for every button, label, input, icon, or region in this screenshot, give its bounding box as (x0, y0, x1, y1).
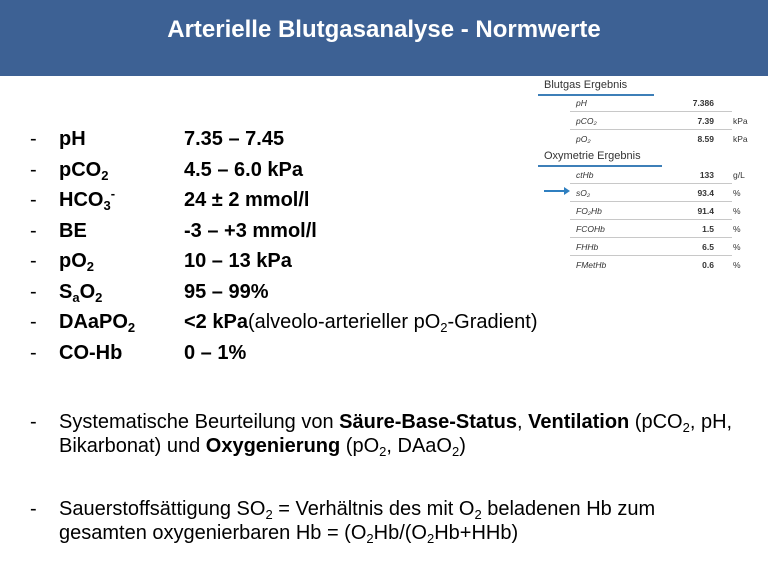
result-value: 7.386 (692, 98, 714, 108)
row-divider (570, 237, 732, 238)
row-divider (570, 183, 732, 184)
result-row (530, 132, 762, 148)
row-divider (570, 111, 732, 112)
result-row (530, 114, 762, 130)
result-row (530, 96, 762, 112)
result-unit: kPa (733, 134, 748, 144)
paragraph-assessment (30, 410, 759, 458)
param-label: $pO_2$ (59, 250, 95, 274)
norm-row-daapo2 (30, 311, 538, 342)
row-divider (570, 255, 732, 256)
param-value: 0 – 1% (184, 341, 247, 364)
paragraph-saturation (30, 497, 739, 545)
norm-row-cohb (30, 342, 538, 373)
norm-row-hco3 (30, 186, 538, 220)
result-row (530, 240, 762, 256)
param-label: DAaPO$_2$ (59, 311, 136, 335)
result-unit: % (733, 242, 741, 252)
param-label: BE (59, 219, 87, 242)
result-label: FO₂Hb (576, 206, 602, 216)
result-label: pO₂ (576, 134, 591, 144)
page-title: Arterielle Blutgasanalyse - Normwerte (167, 16, 601, 43)
result-unit: % (733, 206, 741, 216)
result-unit: % (733, 224, 741, 234)
param-label: CO-Hb (59, 341, 123, 364)
result-value: 1.5 (702, 224, 714, 234)
result-label: FHHb (576, 242, 599, 252)
bullet-dash: - (30, 411, 37, 433)
param-label: $S_aO_2$ (59, 280, 103, 305)
norm-row-pco2 (30, 159, 538, 190)
param-value: 7.35 – 7.45 (184, 128, 285, 150)
title-bar (0, 0, 768, 76)
norm-row-ph (30, 128, 538, 159)
arrow-right-icon (544, 190, 566, 192)
result-value: 133 (699, 170, 714, 180)
bullet-dash: - (30, 498, 37, 520)
section-title-blood-gas: Blutgas Ergebnis (544, 79, 628, 91)
bullet-dash: - (30, 219, 37, 242)
param-label: $HCO_3^-$ (59, 186, 116, 213)
result-label: sO₂ (576, 188, 591, 198)
norm-row-po2 (30, 250, 538, 281)
result-row (530, 168, 762, 184)
section-title-oximetry: Oxymetrie Ergebnis (544, 150, 641, 162)
result-row (530, 258, 762, 274)
result-value: 0.6 (702, 260, 714, 270)
result-label: ctHb (576, 170, 594, 180)
result-label: pH (576, 98, 587, 108)
result-label: FCOHb (576, 224, 605, 234)
bullet-dash: - (30, 341, 37, 364)
bullet-dash: - (30, 189, 37, 211)
row-divider (570, 201, 732, 202)
result-unit: % (733, 260, 741, 270)
param-value: 4.5 – 6.0 kPa (184, 158, 303, 181)
paragraph-text: Systematische Beurteilung von Säure-Base-Status, Ventilation (pCO$_2$, pH, Bikarbonat) und Oxygenierung ($pO_2$, DAaO$_2$) (59, 411, 733, 459)
result-value: 6.5 (702, 242, 714, 252)
param-label: pH (59, 128, 86, 150)
section-underline (538, 165, 662, 167)
bullet-dash: - (30, 158, 37, 181)
bullet-dash: - (30, 280, 37, 303)
paragraph-text: Sauerstoffsättigung $SO_2$ = Verhältnis des mit $O_2$ beladenen Hb zum gesamten oxygenierbaren $Hb = (O_2Hb/(O_2Hb+HHb)$ (59, 498, 656, 546)
param-value: 95 – 99% (184, 280, 269, 303)
blood-gas-result-panel (530, 76, 762, 284)
result-value: 8.59 (697, 134, 714, 144)
result-label: pCO₂ (576, 116, 597, 126)
result-label: FMetHb (576, 260, 607, 270)
normal-values-list (30, 128, 538, 372)
result-value: 91.4 (697, 206, 714, 216)
param-value: <2 kPa (184, 311, 248, 333)
result-row (530, 222, 762, 238)
result-unit: % (733, 188, 741, 198)
param-value: 24 ± 2 mmol/l (184, 189, 310, 211)
param-value: -3 – +3 mmol/l (184, 219, 317, 242)
norm-row-be (30, 220, 538, 251)
result-unit: kPa (733, 116, 748, 126)
result-row (530, 186, 762, 202)
bullet-dash: - (30, 250, 37, 272)
result-value: 93.4 (697, 188, 714, 198)
norm-row-sao2 (30, 281, 538, 312)
row-divider (570, 129, 732, 130)
param-label: pCO$_2$ (59, 158, 109, 183)
result-row (530, 204, 762, 220)
bullet-dash: - (30, 128, 37, 150)
bullet-dash: - (30, 311, 37, 333)
row-divider (570, 219, 732, 220)
param-value: 10 – 13 kPa (184, 250, 292, 272)
result-unit: g/L (733, 170, 745, 180)
param-note: (alveolo-arterieller $pO_2-Gradient$) (247, 311, 538, 335)
result-value: 7.39 (697, 116, 714, 126)
